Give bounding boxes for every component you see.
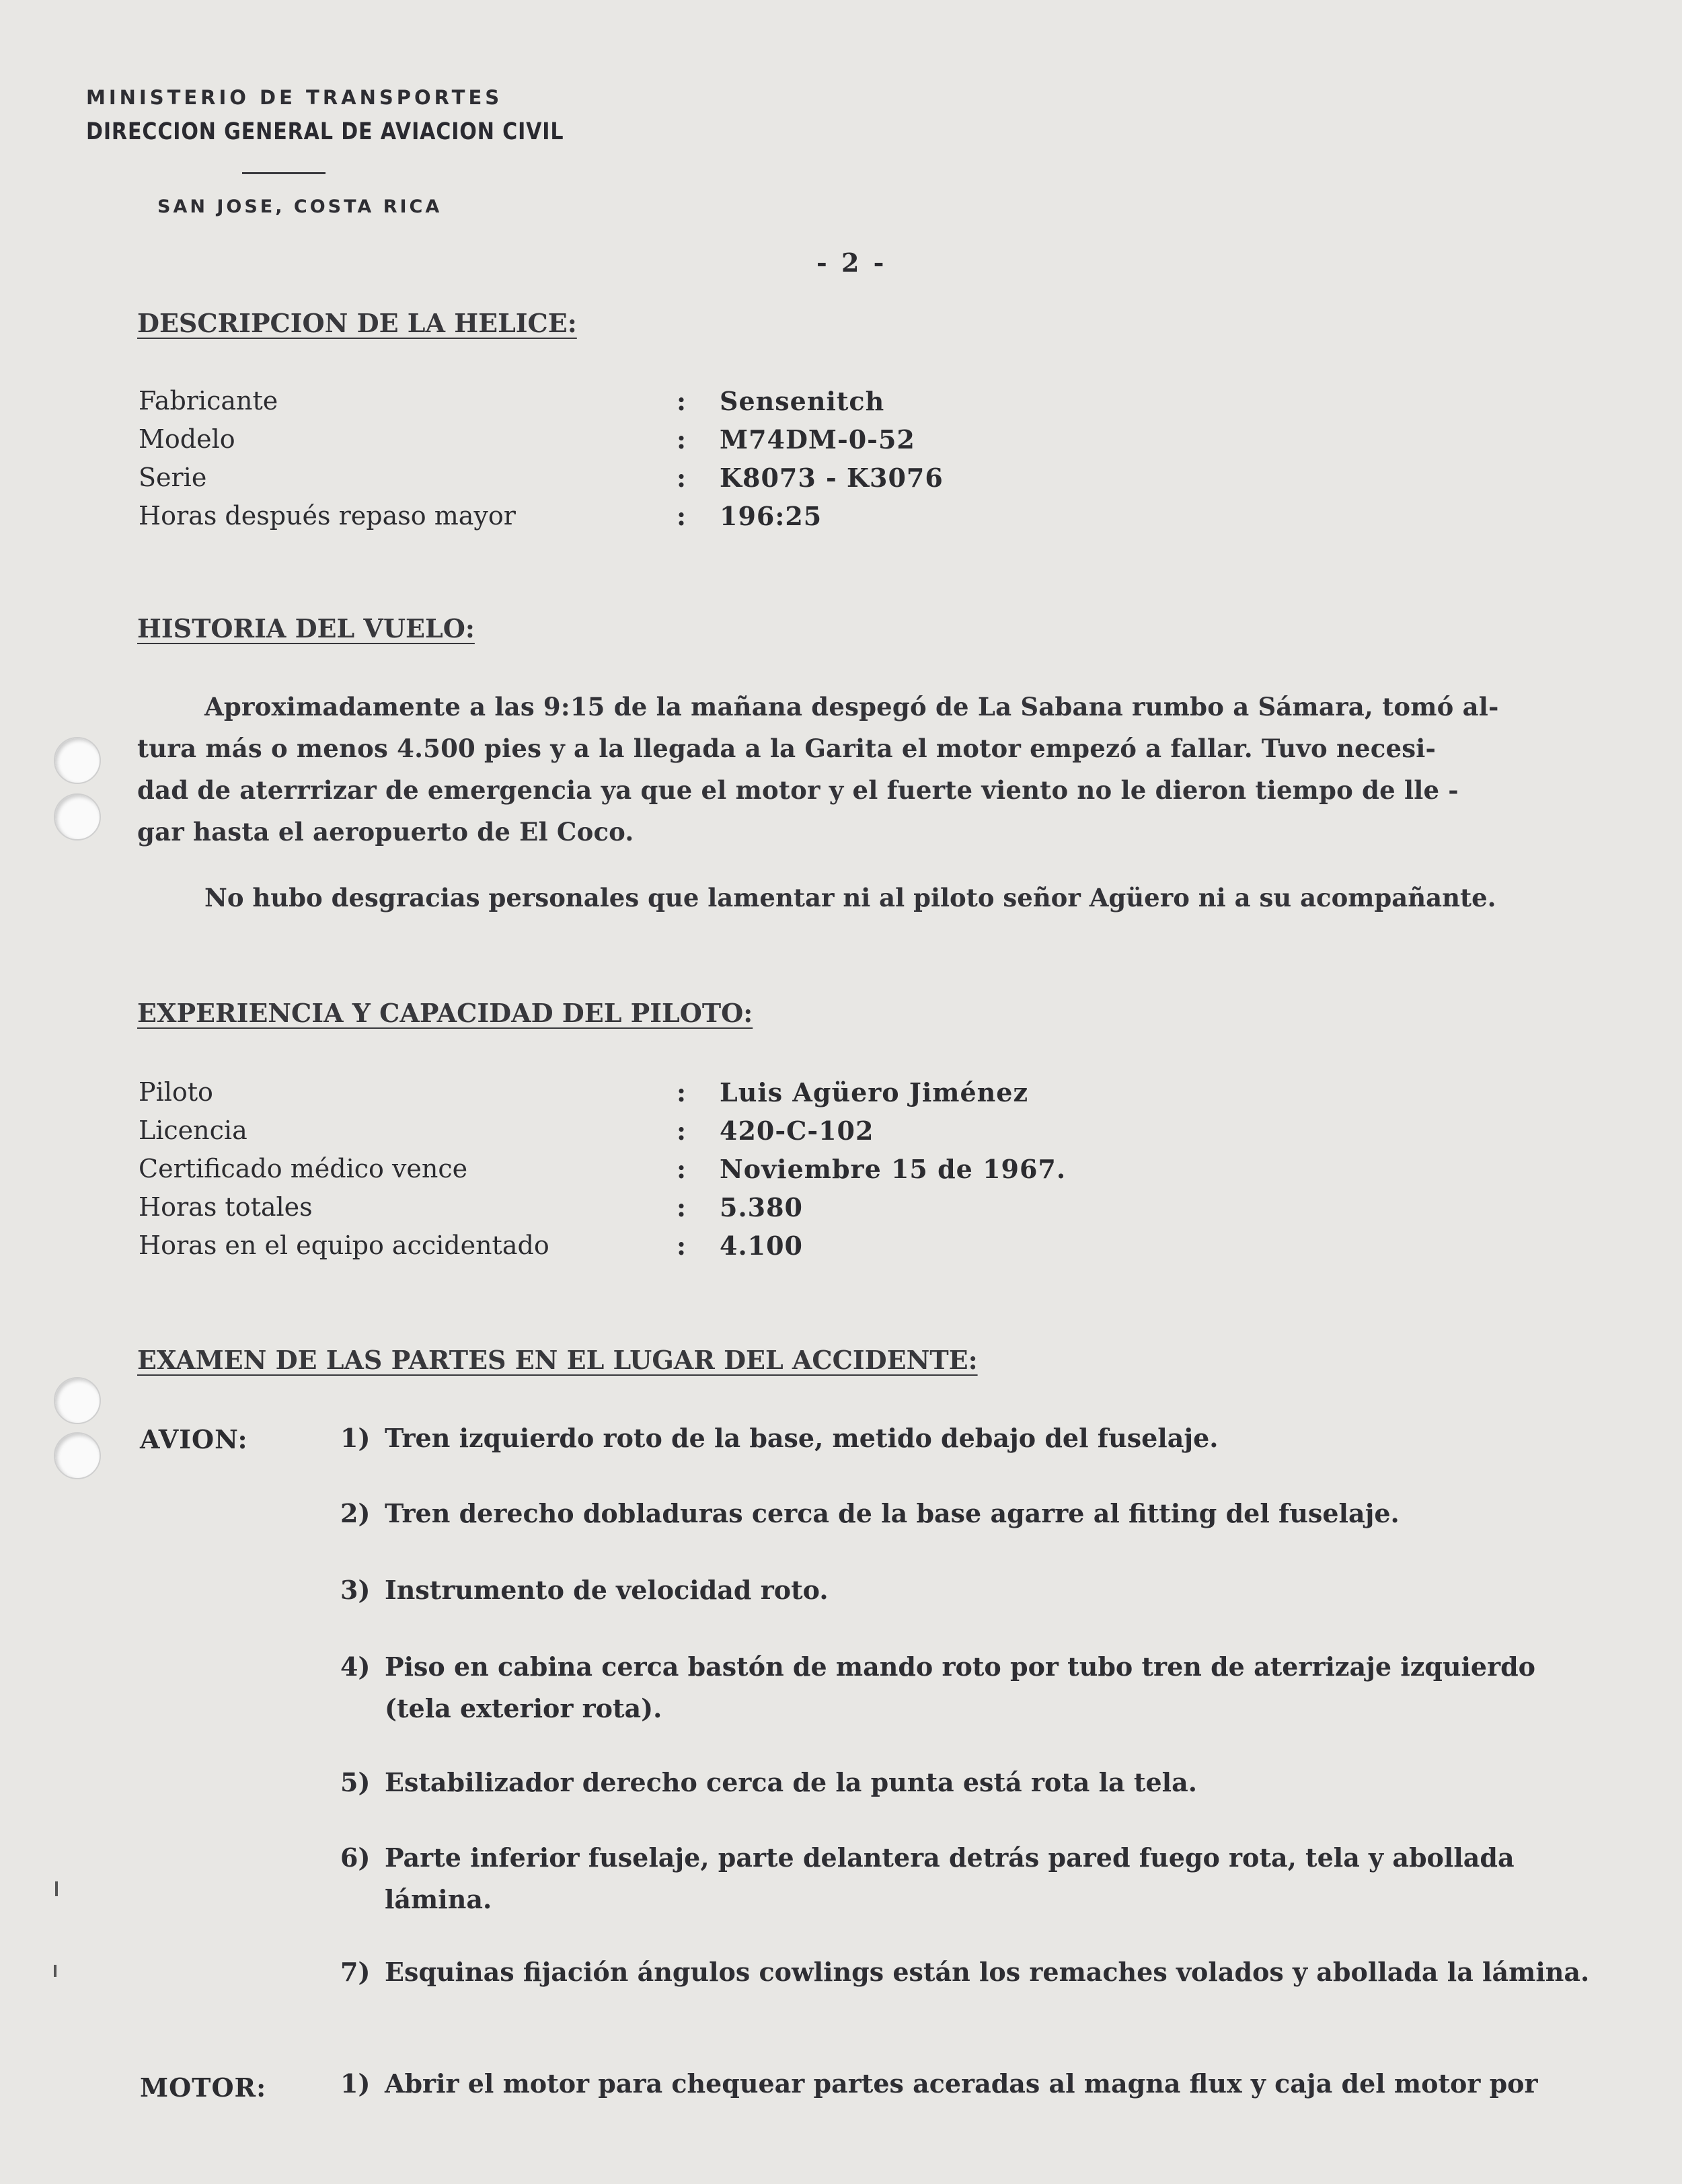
list-item [340,1951,1589,1993]
field-value: Sensenitch [720,386,885,416]
item-number: 4) [340,1651,371,1682]
motor-label: MOTOR: [140,2072,267,2103]
item-text: Abrir el motor para chequear partes aceradas al magna flux y caja del motor por [385,2068,1538,2099]
field-value: 420-C-102 [720,1116,874,1146]
list-item [340,1417,1219,1459]
item-text: Tren izquierdo roto de la base, metido debajo del fuselaje. [385,1423,1219,1453]
field-label: Certificado médico vence [139,1154,468,1183]
field-value: Luis Agüero Jiménez [720,1077,1029,1107]
item-number: 6) [340,1842,371,1873]
letterhead-divider [242,172,326,174]
colon: : [677,424,687,455]
section-title-examination: EXAMEN DE LAS PARTES EN EL LUGAR DEL ACCIDENTE: [137,1345,978,1375]
punch-hole [54,737,101,784]
ink-mark [54,1965,56,1977]
flight-history-paragraph-2: No hubo desgracias personales que lamentar ni al piloto señor Agüero ni a su acompañante. [204,883,1496,912]
ink-mark [55,1881,58,1896]
ministry-name: MINISTERIO DE TRANSPORTES [86,86,503,109]
item-number: 5) [340,1767,371,1797]
section-title-propeller: DESCRIPCION DE LA HELICE: [137,308,577,338]
field-label: Horas totales [139,1192,313,1222]
item-text-continuation: lámina. [385,1884,492,1914]
list-item [340,1493,1400,1534]
item-number: 1) [340,2068,371,2099]
field-value: K8073 - K3076 [720,463,944,493]
item-number: 2) [340,1498,371,1528]
item-text-continuation: (tela exterior rota). [385,1693,662,1723]
colon: : [677,1116,687,1146]
field-label: Piloto [139,1077,213,1107]
field-label: Modelo [139,424,235,454]
punch-hole [54,1377,101,1424]
letterhead [86,86,642,145]
item-text: Tren derecho dobladuras cerca de la base agarre al fitting del fuselaje. [385,1498,1400,1528]
punch-hole [54,793,101,841]
colon: : [677,1154,687,1184]
item-text: Esquinas fijación ángulos cowlings están los remaches volados y abollada la lámina. [385,1957,1590,1987]
item-text: Instrumento de velocidad roto. [385,1575,829,1605]
section-title-pilot: EXPERIENCIA Y CAPACIDAD DEL PILOTO: [137,998,753,1028]
item-text: Piso en cabina cerca bastón de mando roto por tubo tren de aterrizaje izquierdo [385,1651,1536,1682]
field-value: 196:25 [720,501,823,531]
page-number: - 2 - [816,247,887,278]
colon: : [677,1192,687,1222]
colon: : [677,501,687,531]
list-item [340,1569,829,1611]
item-number: 3) [340,1575,371,1605]
letterhead-location: SAN JOSE, COSTA RICA [157,196,443,217]
directorate-name: DIRECCION GENERAL DE AVIACION CIVIL [86,118,564,145]
paragraph-line: tura más o menos 4.500 pies y a la llegada a la Garita el motor empezó a fallar. Tuvo necesi- [137,734,1437,763]
paragraph-line: Aproximadamente a las 9:15 de la mañana despegó de La Sabana rumbo a Sámara, tomó al- [204,692,1499,722]
item-number: 7) [340,1957,371,1987]
field-value: 5.380 [720,1192,803,1222]
field-label: Licencia [139,1116,247,1145]
colon: : [677,386,687,416]
colon: : [677,1231,687,1261]
avion-label: AVION: [140,1424,248,1454]
field-label: Fabricante [139,386,278,416]
list-item [340,2063,1538,2105]
field-value: Noviembre 15 de 1967. [720,1154,1067,1184]
list-item [340,1646,1535,1729]
field-label: Horas en el equipo accidentado [139,1231,549,1260]
colon: : [677,1077,687,1107]
paragraph-line: gar hasta el aeropuerto de El Coco. [137,817,634,847]
flight-history-paragraph [137,686,1590,853]
paragraph-line: dad de aterrrizar de emergencia ya que el motor y el fuerte viento no le dieron tiempo de lle - [137,775,1459,805]
field-label: Horas después repaso mayor [139,501,516,531]
item-number: 1) [340,1423,371,1453]
item-text: Parte inferior fuselaje, parte delantera detrás pared fuego rota, tela y abollada [385,1842,1515,1873]
field-label: Serie [139,463,207,492]
list-item [340,1762,1197,1803]
punch-hole [54,1432,101,1479]
colon: : [677,463,687,493]
field-value: 4.100 [720,1231,803,1261]
list-item [340,1837,1515,1920]
item-text: Estabilizador derecho cerca de la punta está rota la tela. [385,1767,1197,1797]
section-title-flight-history: HISTORIA DEL VUELO: [137,613,475,644]
field-value: M74DM-0-52 [720,424,915,455]
